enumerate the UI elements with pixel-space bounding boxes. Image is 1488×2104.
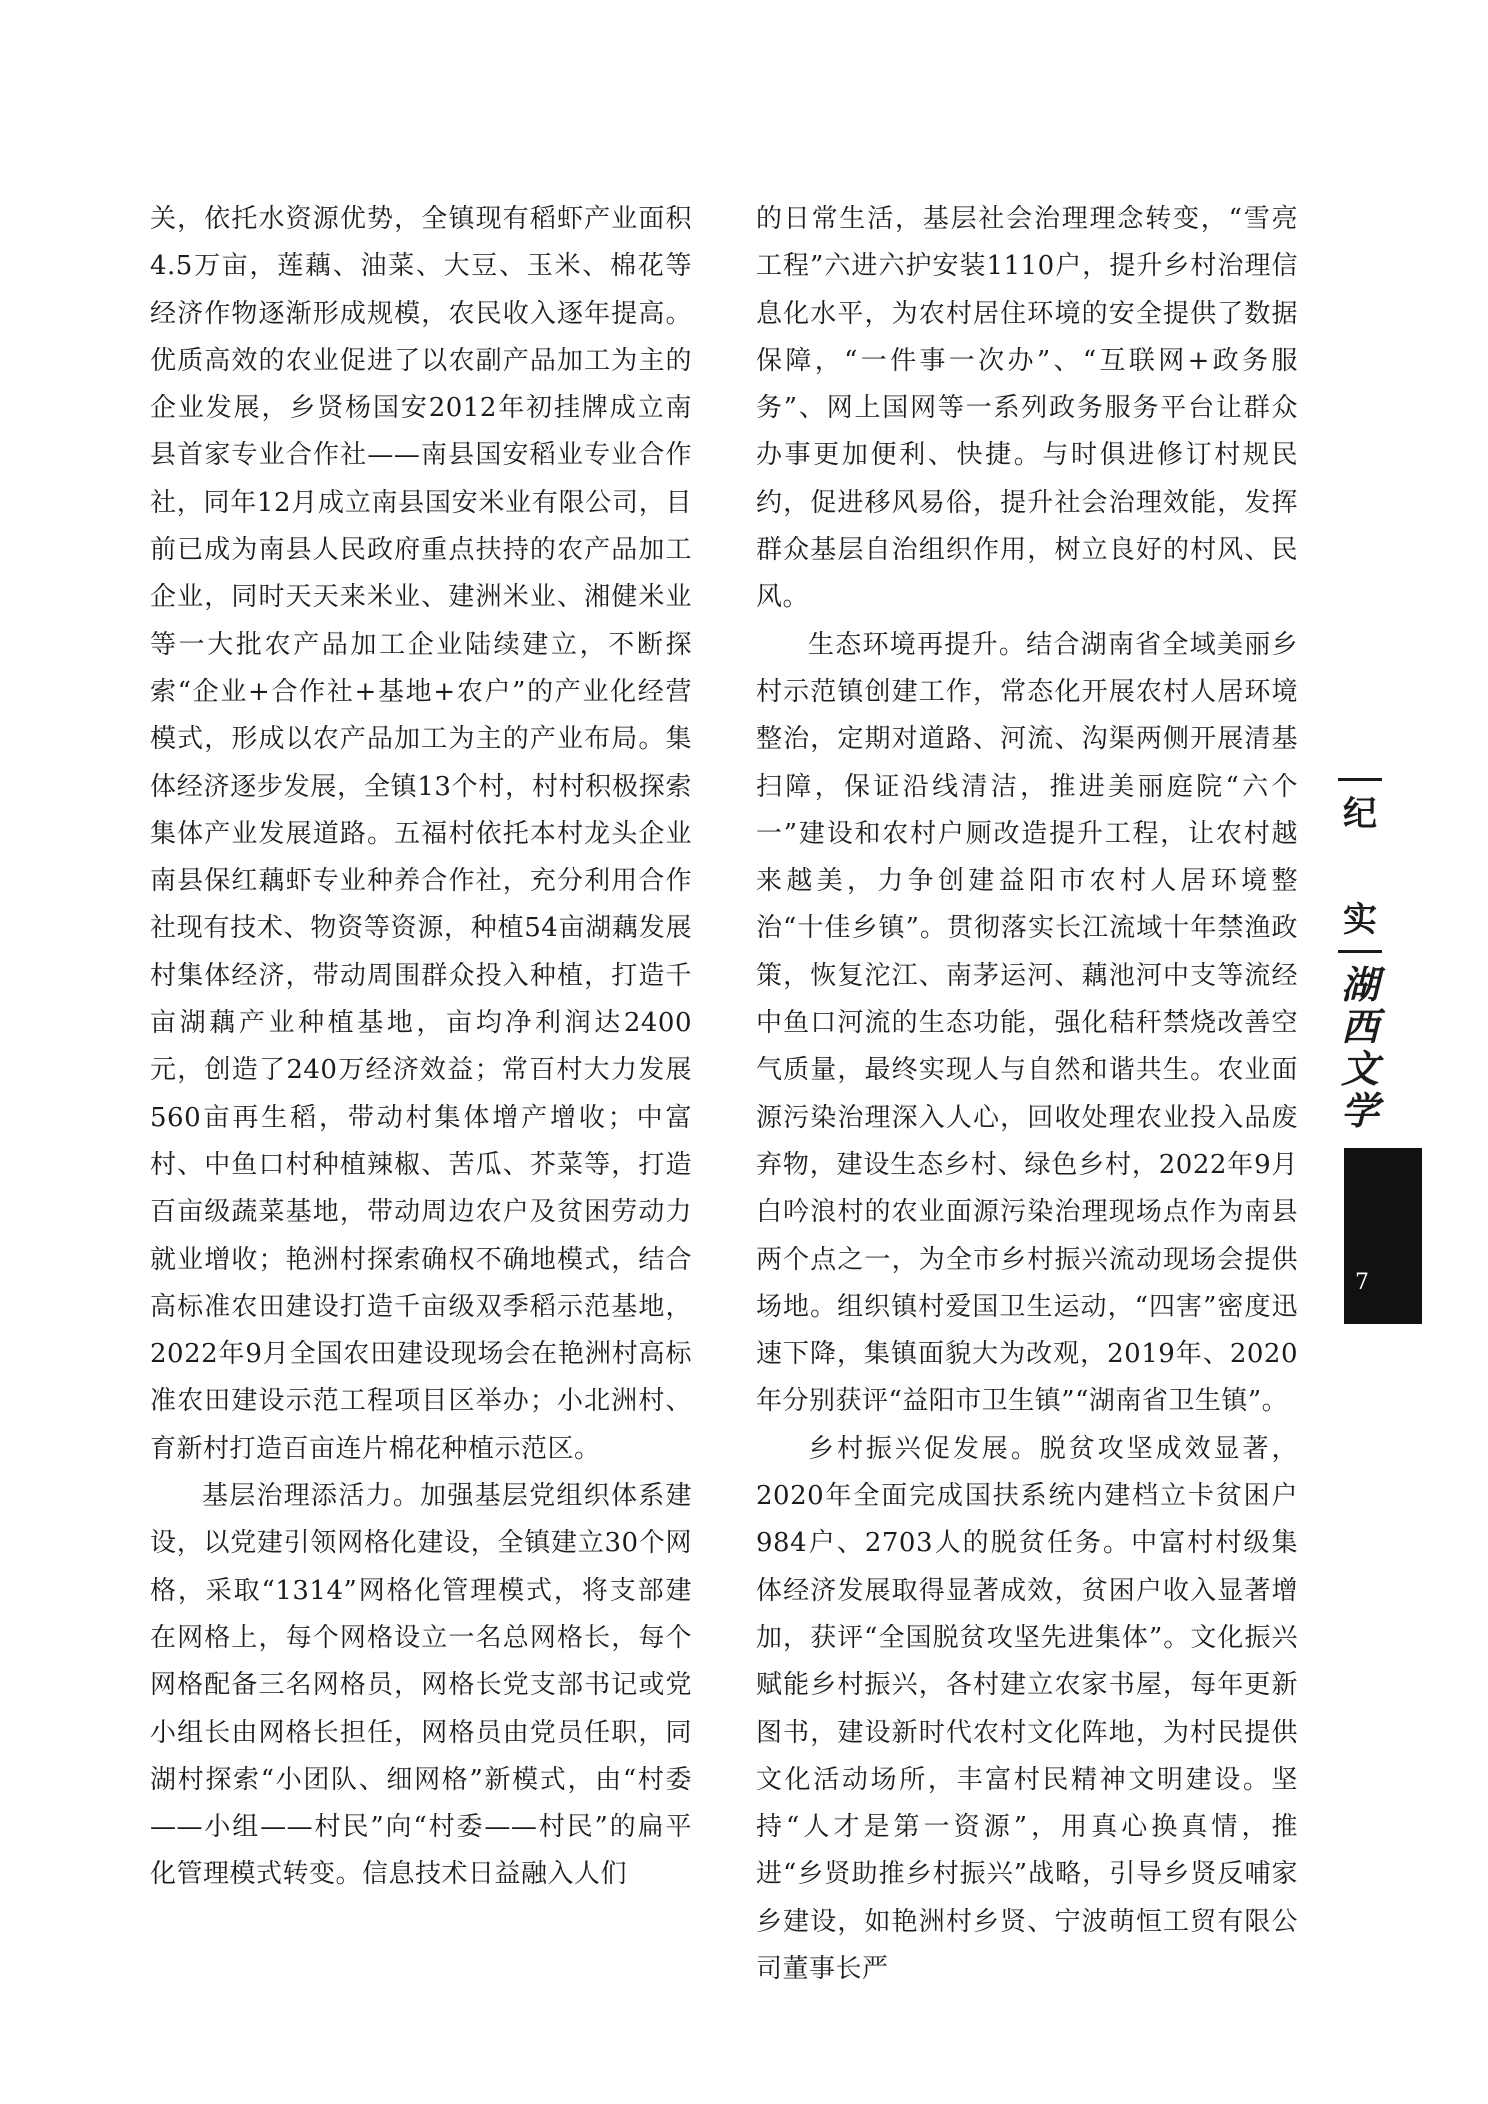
body-paragraph: 基层治理添活力。加强基层党组织体系建设，以党建引领网格化建设，全镇建立30个网格，采取“1314”网格化管理模式，将支部建在网格上，每个网格设立一名总网格长，每个网格配备三名网格员，网格长党支部书记或党小组长由网格长担任，网格员由党员任职，同湖村探索“小团队、细网格”新模式，由“村委——小组——村民”向“村委——村民”的扁平化管理模式转变。信息技术日益融入人们 xyxy=(150,1481,692,1890)
brand-char: 文 xyxy=(1340,1046,1379,1091)
page-number-box xyxy=(1344,1148,1422,1324)
right-column xyxy=(756,196,1298,1993)
body-paragraph: 生态环境再提升。结合湖南省全域美丽乡村示范镇创建工作，常态化开展农村人居环境整治，定期对道路、河流、沟渠两侧开展清基扫障，保证沿线清洁，推进美丽庭院“六个一”建设和农村户厕改造提升工程，让农村越来越美，力争创建益阳市农村人居环境整治“十佳乡镇”。贯彻落实长江流域十年禁渔政策，恢复沱江、南茅运河、藕池河中支等流经中鱼口河流的生态功能，强化秸秆禁烧改善空气质量，最终实现人与自然和谐共生。农业面源污染治理深入人心，回收处理农业投入品废弃物，建设生态乡村、绿色乡村，2022年9月白吟浪村的农业面源污染治理现场点作为南县两个点之一，为全市乡村振兴流动现场会提供场地。组织镇村爱国卫生运动，“四害”密度迅速下降，集镇面貌大为改观，2019年、2020年分别获评“益阳市卫生镇”“湖南省卫生镇”。 xyxy=(756,629,1298,1417)
section-label-char: 纪 xyxy=(1343,794,1377,834)
left-column xyxy=(150,196,692,1899)
body-paragraph: 关，依托水资源优势，全镇现有稻虾产业面积4.5万亩，莲藕、油菜、大豆、玉米、棉花等经济作物逐渐形成规模，农民收入逐年提高。优质高效的农业促进了以农副产品加工为主的企业发展，乡贤杨国安2012年初挂牌成立南县首家专业合作社——南县国安稻业专业合作社，同年12月成立南县国安米业有限公司，目前已成为南县人民政府重点扶持的农产品加工企业，同时天天来米业、建洲米业、湘健米业等一大批农产品加工企业陆续建立，不断探索“企业+合作社+基地+农户”的产业化经营模式，形成以农产品加工为主的产业布局。集体经济逐步发展，全镇13个村，村村积极探索集体产业发展道路。五福村依托本村龙头企业南县保红藕虾专业种养合作社，充分利用合作社现有技术、物资等资源，种植54亩湖藕发展村集体经济，带动周围群众投入种植，打造千亩湖藕产业种植基地，亩均净利润达2400元，创造了240万经济效益；常百村大力发展560亩再生稻，带动村集体增产增收；中富村、中鱼口村种植辣椒、苦瓜、芥菜等，打造百亩级蔬菜基地，带动周边农户及贫困劳动力就业增收；艳洲村探索确权不确地模式，结合高标准农田建设打造千亩级双季稻示范基地，2022年9月全国农田建设现场会在艳洲村高标准农田建设示范工程项目区举办；小北洲村、育新村打造百亩连片棉花种植示范区。 xyxy=(150,204,692,1464)
divider xyxy=(1338,950,1382,953)
brand-char: 西 xyxy=(1340,1004,1379,1049)
brand-char: 学 xyxy=(1340,1088,1379,1133)
magazine-brand-logo xyxy=(1336,964,1384,1132)
section-label-char: 实 xyxy=(1343,900,1377,940)
divider xyxy=(1338,778,1382,781)
page-number: 7 xyxy=(1355,1270,1369,1295)
body-paragraph: 的日常生活，基层社会治理理念转变，“雪亮工程”六进六护安装1110户，提升乡村治理信息化水平，为农村居住环境的安全提供了数据保障，“一件事一次办”、“互联网+政务服务”、网上国网等一系列政务服务平台让群众办事更加便利、快捷。与时俱进修订村规民约，促进移风易俗，提升社会治理效能，发挥群众基层自治组织作用，树立良好的村风、民风。 xyxy=(756,204,1298,613)
body-paragraph: 乡村振兴促发展。脱贫攻坚成效显著，2020年全面完成国扶系统内建档立卡贫困户984户、2703人的脱贫任务。中富村村级集体经济发展取得显著成效，贫困户收入显著增加，获评“全国脱贫攻坚先进集体”。文化振兴赋能乡村振兴，各村建立农家书屋，每年更新图书，建设新时代农村文化阵地，为村民提供文化活动场所，丰富村民精神文明建设。坚持“人才是第一资源”，用真心换真情，推进“乡贤助推乡村振兴”战略，引导乡贤反哺家乡建设，如艳洲村乡贤、宁波萌恒工贸有限公司董事长严 xyxy=(756,1433,1298,1984)
brand-char: 湖 xyxy=(1340,962,1379,1007)
